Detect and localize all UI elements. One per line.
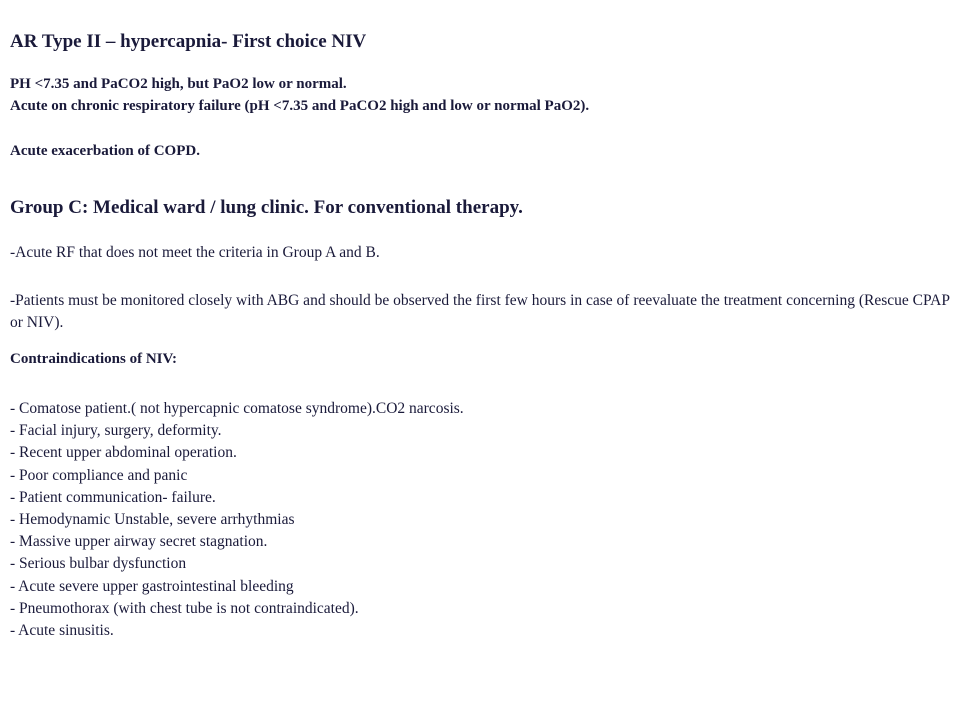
section-title-group-c: Group C: Medical ward / lung clinic. For conventional therapy.	[10, 197, 523, 218]
list-item: - Poor compliance and panic	[10, 466, 188, 484]
list-item: - Massive upper airway secret stagnation.	[10, 533, 268, 551]
slide	[10, 0, 955, 720]
list-item: - Comatose patient.( not hypercapnic comatose syndrome).CO2 narcosis.	[10, 400, 464, 417]
list-item: - Serious bulbar dysfunction	[10, 555, 187, 573]
list-item: - Pneumothorax (with chest tube is not contraindicated).	[10, 599, 359, 617]
acute-on-chronic-text: Acute on chronic respiratory failure (pH <7.35 and PaCO2 high and low or normal PaO2).	[10, 98, 590, 114]
monitoring-paragraph: -Patients must be monitored closely with ABG and should be observed the first few hours in case of reevaluate the treatment concerning (Rescue CPAP or NIV).	[10, 292, 950, 331]
contraindications-title: Contraindications of NIV:	[10, 351, 177, 367]
list-item: - Acute severe upper gastrointestinal bleeding	[10, 577, 294, 595]
contraindications-list	[10, 398, 464, 642]
section-title-ar-type-ii: AR Type II – hypercapnia- First choice NIV	[10, 31, 367, 52]
list-item: - Facial injury, surgery, deformity.	[10, 422, 222, 440]
copd-exacerbation-text: Acute exacerbation of COPD.	[10, 143, 200, 159]
list-item: - Patient communication- failure.	[10, 488, 216, 506]
list-item: - Recent upper abdominal operation.	[10, 444, 237, 462]
group-c-criteria-text: -Acute RF that does not meet the criteria in Group A and B.	[10, 244, 380, 261]
ph-criteria-text: PH <7.35 and PaCO2 high, but PaO2 low or normal.	[10, 76, 347, 92]
list-item: - Acute sinusitis.	[10, 622, 114, 640]
list-item: - Hemodynamic Unstable, severe arrhythmias	[10, 511, 295, 529]
